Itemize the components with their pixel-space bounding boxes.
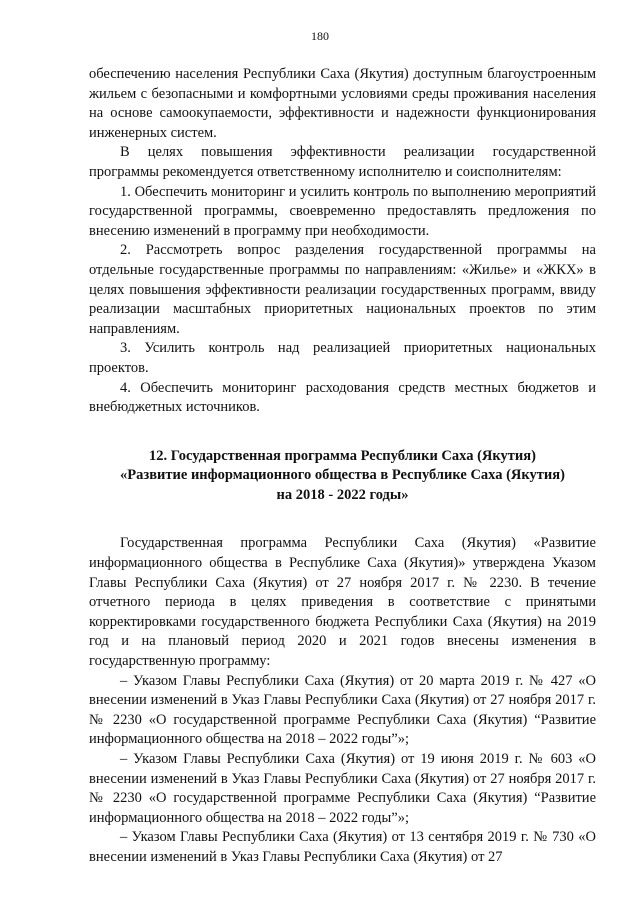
section-heading-line-1: 12. Государственная программа Республики Саха (Якутия) [149, 447, 536, 464]
paragraph-continuation: обеспечению населения Республики Саха (Якутия) доступным благоустроенным жильем с безопасными и комфортными условиями среды проживания населения на основе самоокупаемости, эффективности и надежности функционирования инженерных систем. [89, 66, 596, 141]
paragraph-item-4: 4. Обеспечить мониторинг расходования средств местных бюджетов и внебюджетных источников. [89, 379, 596, 416]
paragraph-program-approval: Государственная программа Республики Саха (Якутия) «Развитие информационного общества в Республике Саха (Якутия)» утверждена Указом Главы Республики Саха (Якутия) от 27 ноября 2017 г. № 2230. В течение отчетного периода в целях приведения в соответствие с принятыми корректировками государственного бюджета Республики Саха (Якутия) на 2019 год и на плановый период 2020 и 2021 годов внесены изменения в государственную программу: [89, 535, 596, 670]
paragraph-decree-603: – Указом Главы Республики Саха (Якутия) от 19 июня 2019 г. № 603 «О внесении изменений в Указ Главы Республики Саха (Якутия) от 27 ноября 2017 г. № 2230 «О государственной программе Республики Саха (Якутия) “Развитие информационного общества на 2018 – 2022 годы”»; [89, 751, 596, 826]
paragraph-item-1: 1. Обеспечить мониторинг и усилить контроль по выполнению мероприятий государственной программы, своевременно предоставлять предложения по внесению изменений в программу при необходимости. [89, 183, 596, 239]
section-heading-line-3: на 2018 - 2022 годы» [276, 486, 409, 503]
page-number: 180 [311, 29, 329, 43]
section-heading-line-2: «Развитие информационного общества в Республике Саха (Якутия) [120, 467, 565, 484]
paragraph-item-2: 2. Рассмотреть вопрос разделения государственной программы на отдельные государственные программы по направлениям: «Жилье» и «ЖКХ» в целях повышения эффективности реализации государственных программ, ввиду реализации масштабных приоритетных национальных проектов по этим направлениям. [89, 242, 596, 337]
paragraph-recommendation-intro: В целях повышения эффективности реализации государственной программы рекомендуется ответственному исполнителю и соисполнителям: [89, 144, 596, 180]
paragraph-decree-730: – Указом Главы Республики Саха (Якутия) от 13 сентября 2019 г. № 730 «О внесении изменений в Указ Главы Республики Саха (Якутия) от 27 [89, 829, 596, 865]
page-body [89, 65, 596, 868]
paragraph-item-3: 3. Усилить контроль над реализацией приоритетных национальных проектов. [89, 340, 596, 376]
section-heading [89, 447, 596, 506]
paragraph-decree-427: – Указом Главы Республики Саха (Якутия) от 20 марта 2019 г. № 427 «О внесении изменений в Указ Главы Республики Саха (Якутия) от 27 ноября 2017 г. № 2230 «О государственной программе Республики Саха (Якутия) “Развитие информационного общества на 2018 – 2022 годы”»; [89, 672, 596, 748]
